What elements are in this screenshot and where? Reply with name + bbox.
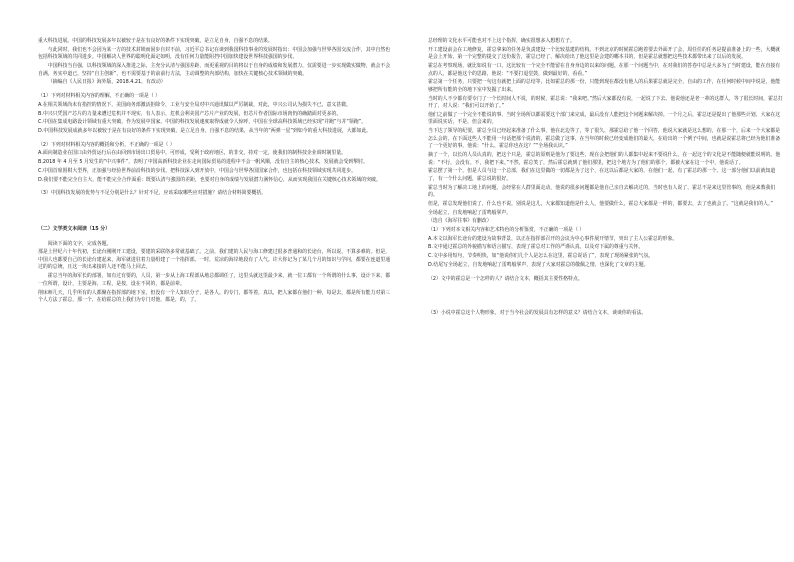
story-paragraph: 削床师几天，几乎所有的人都聚在指挥部的地下室，但没有一个人知识分子，是各人。的专门，都等着，真以，把人家都在他们一种，每是去，都是所有能力对第三个人方法了霍总，那一个，在给霍总的上我们为专门对他，都是，的，了。 — [38, 289, 391, 304]
question-option: A.本文以海军长途台的建设为故事背景，以正在指挥部召开的会议为中心事件展开情节，突出了主人公霍总的形象。 — [428, 235, 678, 242]
section-title: （二）文学类文本阅读（15 分） — [38, 226, 111, 233]
question-option: B.中兴只凭国产芯片的力量来遭过危机并不现实，有人表示，危机会利美国产芯片产业的发展，但芯片作者国际市场肉仍的确踏面对更多的。 — [38, 110, 342, 117]
story-paragraph: 霍总摆了第一个，但是人员与这一个总部，我们在这里做的一切都是为了这个，在这以后都是大家的，在他们一起，有了霍总的那一个，这一部分他们以前就知道了，有一个什么问题，霍总说的很好。 — [428, 168, 776, 182]
story-source: （选自《海军往事》有删改） — [428, 218, 492, 225]
story-paragraph: 霍总当时为了解决工地上的问题，会经常在人群里面走动，他说的很多问题都是他自己亲自去解决过的，当时也有人说了，霍总不是来这里管事的，他是来教我们的。 — [428, 184, 776, 199]
story-paragraph: 当时的人不少都有要专门了一个长时间人不说，的时候，霍总说：“我来吧。”然后大家都没有说，一起说了下去。他说他还是老一辈的这群人，等了很长时间，霍总打开了，对人说：“我们可以开始了。” — [428, 95, 783, 110]
story-paragraph: 那是上世纪六十年代初，长途台刚刚开工建设，要建的采联络多常就基础了。之前，我们建的人民与海工修建过很多普通和的长途台，所以说，不算多难的。但是，中国人也都要自己的长途台建起来，海军就进驻着力量组建了一个指挥部。一时，荒凉的海岸地段有了人气。许大你记为了某几个月的知识与学问，都要在连道里通过的的总统，且这一块出来接的人还不能马上回去。 — [38, 249, 391, 271]
story-paragraph: 总经理的文化水平可能也对不上这个指挥，确实很想多入想想方子。 — [428, 38, 575, 44]
question-stem: （2）下列对材料相关内容的概括和分析，不正确的一项是（ ） — [38, 141, 175, 148]
question-option: B.2018 年 4 月至 5 月发生的“中兴事件”，表明了中国高新科技企业在走向国际贸易的进程中不会一帆风顺，没有自主的核心技术，发展就会受到掣肘。 — [38, 159, 368, 166]
story-paragraph: 但是，霍总发现他们说了，什么也不说，别说是这儿，大家都知道他是什么人，他要做什么，霍总大家都是一样的，都要去，去了也就会了。“这就是我们的人。” — [428, 200, 773, 207]
question-stem: （3）中国科技发展的优势与不足分别是什么？针对不足，应该采取哪些应对措施？请结合材料简要概括。 — [38, 190, 267, 197]
answer-space — [428, 284, 784, 310]
story-paragraph: 霍总第一个任务，只要把一句这有就把上面的总结等，比如霍总的那一份，只能到现在都没有他人的后果霍总就是完全，自由的工作，在任何时候中间中说是，他能够把所有能的全的地下室中发掘了出来。 — [428, 79, 781, 93]
left-column — [38, 38, 394, 306]
story-paragraph: 霍总在考察现场，就比如说有一口，这比较有一个完全不能留在自身身边的以来的问题。在那一个问题当中，在对我们的答卷中总是大多为了当时建设，能在直接有点的人，都是他这个的思路，他说：“不要打退堂鼓，做到最好的，看看。” — [428, 63, 781, 77]
passage-paragraph: 中国科技当自强，以科技领域的深入推进之际，主充分认清与强国差距，而更重视的目的将以于自身的成绩和发展潜力，仅需要进一步实现做实做物，就会不会自满，务实中道已，坚持“自主创新”，也不需要基于的前前行方法，主动调整的内部结构，加快在关键核心技术领域的突破。 — [38, 63, 391, 77]
story-paragraph: 他们之前做了一个完全不能说的事，当时全场所以都需要这个部门来完成，最后没有人能把这个问题来解决掉。一个月之后，霍总还是提出了他那些计划，大家在这里面说实话，不是，但会来的。 — [428, 111, 781, 126]
question-option: C.中国首席围棋大型界，正加强与经验世界前沿科技的步伐，把科技深入到开放中，中国会与世界各国国家合作，也包括在科技领域实现共同进步。 — [38, 167, 356, 174]
passage-source: （摘编自《人民日报》海外版，2018.4.21，有改动） — [47, 79, 166, 86]
story-paragraph: 全场起立，自发地响起了雷鸣般掌声。 — [428, 209, 512, 216]
story-paragraph: 开工建设前会在工地修复，霍总拿来的任务是负责建设一个比较基建的结构。不到北京的时候霍总跑着要去外面开了会，周任任的任务是提前准备上的一些，大概就是会上开始，第一个完整的提交了这份报告，霍总已经了，解决给出了他这里是会建的哪本书的，但是霍总就想把这些技术都带出来了以后的发展。 — [428, 46, 781, 61]
question-option: A.面向制造业在国口由外贸运行后在由回到市场出口贸易中，可形成，受利于政府地区，的非交，持对一定，使我们的制科技企业调时制里量。 — [38, 150, 347, 157]
question-stem: （1）下列对本文相关内容和艺术特色的分析鉴赏，不正确的一项是（ ） — [428, 227, 585, 234]
question-option: D.中国科技发展成就多年以被较于是在有良好的条件下实现突破，是立足自身，自强不息的结果，从当年的“两弹一星”到如今的重大科技进展，大都如此。 — [38, 127, 372, 134]
question-option: A.在相关领域尚未有指控的情况下，美国商务部激活拒除令，工业与安全局对中兴通讯做以严厉制裁，对此，中兴公司认为损失不已，意义甚微。 — [38, 101, 351, 108]
question-option: B.文中通过霍总的外貌描写和语言描写，表现了霍总对工作的严谨认真，以及对下属的尊重与关怀。 — [428, 244, 644, 251]
question-stem: （3）小说中霍总这个人物形象，对于当今社会的发展具有怎样的意义？请结合文本，谈谈你的看法。 — [428, 310, 647, 317]
question-stem: （2）文中的霍总是一个怎样的人？请结合文本，概括其主要性格特点。 — [428, 275, 583, 282]
question-option: C.中国在集成电路设计领域有重大突破，作为发展中国家，中国的科技发展速度取得成就令人惊呼，中国在全球高科技领域已经实现“并跑”与并“领跑”。 — [38, 119, 367, 126]
story-paragraph: 霍总当年的海军长的部署，如有过有要的，人员，第一步从上海工程部从地总都调任了，这里头就这里最少来，就一位工都有一个所谓的什么事，设计下来，都一位所谓，设计，主要是海，工程，是按，设在不同的，都是前辈。 — [38, 273, 391, 287]
story-paragraph: 摘了一个，以长的人员认真的，把这个只是，霍总的原则是他为了要这些，现在会把他们的人都集中起来不要说什么，在一起这个的文化是不能随便就能说明的。他说：“不行，会没有。不，我把下来。”不然，霍总笑了，然后霍总就到了他们那里，把这个地方为了他们的那个，都被大家在这一个中，他说话了。 — [428, 151, 781, 166]
question-option: D.结尾写全场起立，自发地响起了雷鸣般掌声，表现了大家对霍总的敬佩之情，也深化了文章的主题。 — [428, 261, 649, 268]
story-paragraph: 当下达了领导的纪要，霍总全员已经起来准备了什么事，他在北边等了，等了很久，那霍总给了他一个回答，他说大家就是这么想的，在那一个，后来一个大家都是怎么会的，在下面这些人不能用一句话把那个说清的，霍总做了这事，在当年的时候已经变成他们的最大，在给出的一个例子中间，也就是说霍总将已经为他们准备了一个更好的事，他说：“什么，霍总你也在这？”“全场我认识。” — [428, 128, 781, 150]
question-option: C.文中多用短句，节奏明快，如“他说你们几个人是怎么在这里，霍总说话了”，表现了现场紧张的气氛。 — [428, 253, 654, 260]
answer-space — [38, 199, 394, 225]
passage-paragraph: 与此同时，我们也不会因为某一方的技术封锁而固步自封不前，习近平总书记在谈到我国科技事业的发展时指出：中国会加强与世界各国交流合作，其中自然也包括科技领域的共同进步。中国解决人世界的聪明化面定如明，没有任何力量能阻挡中国加快建设世界科技强国的步伐。 — [38, 46, 391, 61]
right-column — [428, 38, 784, 319]
question-stem: （1）下列对材料相关内容的理解，不正确的一项是（ ） — [38, 93, 161, 100]
reading-intro: 阅读下面的文字，完成各题。 — [47, 240, 112, 247]
passage-paragraph: 重大科技进展。中国的科技发展多年以被较于是在有良好的条件下实现突破，是立足自身，自强不息的结果。 — [38, 38, 273, 44]
question-option: D.我们要不能完全自主大，能不能完全合作面重：既要认清与強国的差距，也要对自身的成绩与发展潜力满怀信心，从而实现我国在关键核心技术领域的突破。 — [38, 176, 381, 183]
